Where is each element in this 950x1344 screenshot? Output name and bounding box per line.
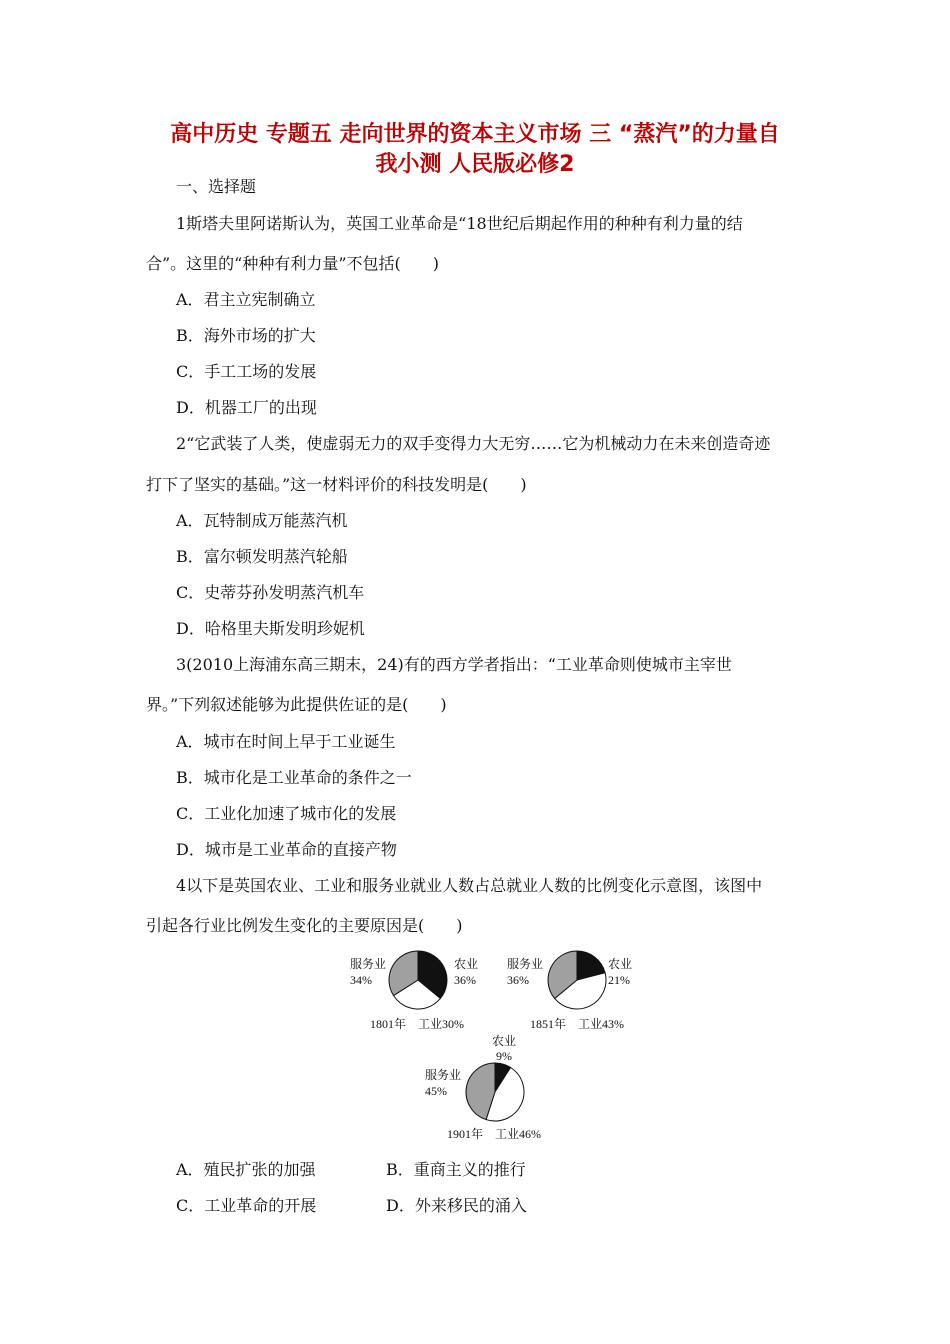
- pie-1801-service-label: 服务业: [350, 957, 387, 971]
- pie-1851-service-label: 服务业: [507, 957, 544, 971]
- pie-1901-service-label: 服务业: [425, 1068, 462, 1082]
- q1-option-d: D．机器工厂的出现: [176, 398, 317, 417]
- pie-1801-caption: 1801年 工业30%: [370, 1017, 464, 1031]
- q1-option-c: C．手工工场的发展: [176, 362, 317, 381]
- q4-option-a: A．殖民扩张的加强: [176, 1160, 316, 1179]
- pie-1851-service-pct: 36%: [507, 973, 529, 987]
- pie-1851-agri-label: 农业: [608, 957, 633, 971]
- q1-option-a: A．君主立宪制确立: [176, 290, 316, 309]
- q3-option-c: C．工业化加速了城市化的发展: [176, 804, 397, 823]
- q4-option-d: D．外来移民的涌入: [386, 1196, 527, 1215]
- pie-1801-service-pct: 34%: [350, 973, 372, 987]
- pie-1901: [464, 1061, 526, 1123]
- pie-1851-caption: 1851年 工业43%: [530, 1017, 624, 1031]
- pie-1801-agri-pct: 36%: [454, 973, 476, 987]
- pie-1851-agri-pct: 21%: [608, 973, 630, 987]
- pie-1901-service-pct: 45%: [425, 1084, 447, 1098]
- q2-option-b: B．富尔顿发明蒸汽轮船: [176, 547, 348, 566]
- q1-stem-line1: 1斯塔夫里阿诺斯认为，英国工业革命是“18世纪后期起作用的种种有利力量的结: [176, 214, 743, 233]
- q4-stem-line2: 引起各行业比例发生变化的主要原因是( ): [146, 916, 463, 935]
- q2-option-d: D．哈格里夫斯发明珍妮机: [176, 619, 365, 638]
- q2-stem-line2: 打下了坚实的基础。”这一材料评价的科技发明是( ): [146, 475, 527, 494]
- q2-option-c: C．史蒂芬孙发明蒸汽机车: [176, 583, 365, 602]
- pie-1901-agri-pct: 9%: [496, 1049, 512, 1063]
- q3-option-b: B．城市化是工业革命的条件之一: [176, 768, 412, 787]
- pie-1901-caption: 1901年 工业46%: [447, 1127, 541, 1141]
- pie-1901-agri-label: 农业: [491, 1034, 516, 1048]
- q3-stem-line1: 3(2010上海浦东高三期末，24)有的西方学者指出：“工业革命则使城市主宰世: [176, 655, 732, 674]
- q3-option-d: D．城市是工业革命的直接产物: [176, 840, 397, 859]
- q4-option-b: B．重商主义的推行: [386, 1160, 526, 1179]
- pie-1851: [546, 949, 608, 1011]
- q4-option-c: C．工业革命的开展: [176, 1196, 317, 1215]
- title-line-1: 高中历史 专题五 走向世界的资本主义市场 三 “蒸汽”的力量自: [170, 122, 780, 147]
- title-line-2: 我小测 人民版必修2: [375, 152, 575, 177]
- q2-option-a: A．瓦特制成万能蒸汽机: [176, 511, 348, 530]
- pie-1801-agri-label: 农业: [454, 957, 479, 971]
- q3-stem-line2: 界。”下列叙述能够为此提供佐证的是( ): [146, 695, 447, 714]
- q2-stem-line1: 2“它武装了人类，使虚弱无力的双手变得力大无穷……它为机械动力在未来创造奇迹: [176, 434, 771, 453]
- q3-option-a: A．城市在时间上早于工业诞生: [176, 732, 396, 751]
- section-heading: 一、选择题: [176, 177, 257, 196]
- document-title: [100, 120, 850, 180]
- pie-1801: [387, 949, 449, 1011]
- q4-stem-line1: 4以下是英国农业、工业和服务业就业人数占总就业人数的比例变化示意图，该图中: [176, 876, 763, 895]
- q1-option-b: B．海外市场的扩大: [176, 326, 316, 345]
- q1-stem-line2: 合”。这里的“种种有利力量”不包括( ): [146, 254, 440, 273]
